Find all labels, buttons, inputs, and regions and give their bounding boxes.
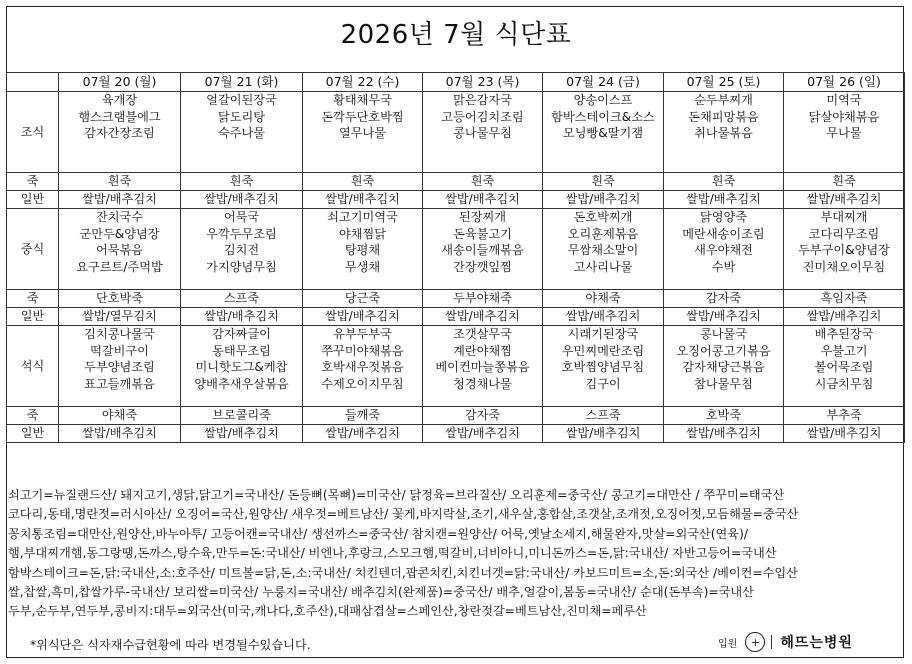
corner-cell <box>7 73 59 92</box>
origin-line: 두부,순두부,연두부,콩비지:대두=외국산(미국,캐나다,호주산),대패삼겹살=스페인산,창란젓갈=베트남산,진미채=페루산 <box>8 604 647 619</box>
menu-cell <box>59 407 181 425</box>
menu-cell <box>303 290 423 308</box>
day-header-row <box>7 73 905 92</box>
menu-cell <box>181 209 303 290</box>
day-header: 07월 20 (월) <box>59 73 181 92</box>
menu-item: 쌀밥/배추김치 <box>325 192 400 206</box>
menu-cell <box>543 191 664 209</box>
menu-item: 얼갈이된장국 <box>206 93 277 107</box>
menu-item: 육개장 <box>101 93 138 107</box>
menu-cell <box>664 308 784 326</box>
menu-cell <box>543 425 664 443</box>
menu-item: 취나물볶음 <box>694 126 753 141</box>
menu-item: 양송이스프 <box>573 93 633 107</box>
menu-item: 우불고기 <box>820 343 868 358</box>
menu-item: 김치콩나물국 <box>84 327 155 341</box>
menu-cell <box>543 326 664 407</box>
meal-label: 일반 <box>7 425 59 443</box>
menu-item: 간장깻잎찜 <box>453 259 512 274</box>
menu-item: 쌀밥/배추김치 <box>686 309 761 323</box>
menu-cell <box>784 425 905 443</box>
meal-row <box>7 209 905 290</box>
menu-item: 감자채당근볶음 <box>682 360 765 375</box>
menu-item: 무쌈채소말이 <box>567 243 639 258</box>
menu-item: 어묵국 <box>223 210 260 224</box>
meal-table <box>6 72 905 443</box>
menu-item: 시금치무침 <box>814 376 874 391</box>
menu-item: 새송이들깨볶음 <box>441 243 524 258</box>
menu-cell <box>423 308 543 326</box>
menu-cell <box>423 407 543 425</box>
menu-cell <box>664 209 784 290</box>
menu-cell <box>303 209 423 290</box>
menu-cell <box>423 326 543 407</box>
menu-item: 돈육불고기 <box>453 226 512 241</box>
menu-cell <box>784 191 905 209</box>
menu-cell <box>59 290 181 308</box>
menu-cell <box>784 290 905 308</box>
menu-item: 두부구이&양념장 <box>798 243 890 258</box>
meal-row <box>7 92 905 173</box>
menu-cell <box>664 191 784 209</box>
menu-cell <box>543 407 664 425</box>
menu-cell <box>784 173 905 191</box>
menu-cell <box>59 326 181 407</box>
menu-item: 쌀밥/배추김치 <box>82 426 157 440</box>
menu-item: 쌀밥/배추김치 <box>806 426 882 440</box>
menu-item: 황태채무국 <box>333 93 392 107</box>
menu-item: 요구르트/주먹밥 <box>76 259 163 274</box>
menu-item: 흑임자죽 <box>820 291 868 305</box>
menu-item: 흰죽 <box>229 174 254 188</box>
meal-row <box>7 425 905 443</box>
menu-cell <box>664 425 784 443</box>
menu-item: 우깍두무조림 <box>206 226 277 241</box>
menu-item: 들깨죽 <box>344 408 381 422</box>
meal-row <box>7 191 905 209</box>
menu-cell <box>664 92 784 173</box>
menu-item: 시래기된장국 <box>567 327 639 341</box>
menu-item: 어묵볶음 <box>95 243 144 258</box>
menu-cell <box>59 173 181 191</box>
meal-row <box>7 173 905 191</box>
menu-item: 쌀밥/배추김치 <box>445 426 520 440</box>
menu-cell <box>543 209 664 290</box>
menu-item: 오징어콩고기볶음 <box>676 343 771 358</box>
menu-item: 쌀밥/열무김치 <box>82 309 157 323</box>
menu-item: 양배추새우살볶음 <box>194 376 289 391</box>
menu-item: 코다리무조림 <box>808 226 880 241</box>
origin-notes <box>8 486 903 622</box>
menu-item: 미니핫도그&케찹 <box>195 360 288 375</box>
menu-item: 군만두&양념장 <box>79 226 160 241</box>
menu-item: 부대찌개 <box>820 210 868 224</box>
menu-item: 순두부찌개 <box>694 93 753 107</box>
menu-cell <box>303 326 423 407</box>
menu-cell <box>423 425 543 443</box>
menu-item: 호박새우젓볶음 <box>321 360 404 375</box>
day-header: 07월 21 (화) <box>181 73 303 92</box>
origin-line: 꽁치통조림=대만산,원양산,바누아투/ 고등어캔=국내산/ 생선까스=중국산/ 참치캔=원양산/ 어묵,옛날소세지,해물완자,맛살=외국산(연육)/ <box>8 526 748 541</box>
menu-item: 잔치국수 <box>95 210 144 224</box>
menu-cell <box>303 191 423 209</box>
page-title: 2026년 7월 식단표 <box>340 20 572 50</box>
menu-item: 미역국 <box>826 93 862 107</box>
menu-item: 닭도리탕 <box>217 109 266 124</box>
menu-item: 숙주나물 <box>217 126 266 141</box>
menu-item: 두부양념조림 <box>84 360 155 375</box>
menu-cell <box>59 308 181 326</box>
meal-label: 죽 <box>7 407 59 425</box>
menu-cell <box>59 425 181 443</box>
menu-item: 볼어묵조림 <box>814 360 874 375</box>
meal-row <box>7 308 905 326</box>
day-header: 07월 25 (토) <box>664 73 784 92</box>
menu-item: 청경채나물 <box>453 376 512 391</box>
menu-item: 우민찌메란조림 <box>561 343 645 358</box>
meal-label: 석식 <box>7 326 59 407</box>
menu-item: 모닝빵&딸기잼 <box>562 126 644 141</box>
menu-item: 야채죽 <box>101 408 138 422</box>
origin-line: 코다리,동태,명란젓=러시아산/ 오징어=국산,원양산/ 새우젓=베트남산/ 꽃게,바지락살,조기,새우살,홍합살,조갯살,조개젓,오징어젓,모듬해물=중국산 <box>8 507 799 522</box>
menu-cell <box>181 425 303 443</box>
menu-cell <box>181 191 303 209</box>
menu-cell <box>423 209 543 290</box>
menu-item: 무생채 <box>344 259 381 274</box>
day-header: 07월 26 (일) <box>784 73 905 92</box>
menu-item: 함박스테이크&소스 <box>551 109 655 124</box>
menu-cell <box>664 326 784 407</box>
logo-divider <box>771 635 772 649</box>
menu-cell <box>784 326 905 407</box>
menu-item: 두부야채죽 <box>453 291 512 305</box>
menu-item: 단호박죽 <box>95 291 144 305</box>
origin-line: 함박스테이크=돈,닭:국내산,소:호주산/ 미트볼=닭,돈,소:국내산/ 치킨텐더,팝콘치킨,치킨너겟=닭:국내산/ 카보드미트=소,돈:외국산 /베이컨=수입산 <box>8 565 798 580</box>
day-header: 07월 22 (수) <box>303 73 423 92</box>
menu-item: 부추죽 <box>826 408 862 422</box>
day-header: 07월 24 (금) <box>543 73 664 92</box>
menu-cell <box>664 173 784 191</box>
menu-item: 쌀밥/배추김치 <box>565 192 641 206</box>
menu-item: 햄스크램블에그 <box>78 109 161 124</box>
menu-item: 흰죽 <box>591 174 615 188</box>
menu-item: 계란야채찜 <box>453 343 512 358</box>
menu-item: 표고들깨볶음 <box>84 376 155 391</box>
menu-item: 조갯살무국 <box>453 327 512 341</box>
menu-item: 고사리나물 <box>573 259 633 274</box>
menu-item: 새우야채전 <box>694 243 753 258</box>
menu-cell <box>664 407 784 425</box>
menu-item: 떡갈비구이 <box>90 343 149 358</box>
menu-cell <box>303 425 423 443</box>
menu-item: 콩나물무침 <box>453 126 512 141</box>
menu-cell <box>181 173 303 191</box>
menu-cell <box>784 209 905 290</box>
menu-item: 된장찌개 <box>458 210 507 224</box>
menu-item: 맑은감자국 <box>453 93 512 107</box>
origin-line: 쇠고기=뉴질랜드산/ 돼지고기,생닭,닭고기=국내산/ 돈등뼈(목뼈)=미국산/ 닭정육=브라질산/ 오리훈제=중국산/ 콩고기=대만산 / 쭈꾸미=태국산 <box>8 488 785 502</box>
menu-item: 쌀밥/배추김치 <box>204 192 279 206</box>
menu-item: 쌀밥/배추김치 <box>565 426 641 440</box>
menu-item: 쌀밥/배추김치 <box>445 309 520 323</box>
menu-item: 흰죽 <box>470 174 495 188</box>
menu-item: 흰죽 <box>832 174 856 188</box>
hospital-name: 해뜨는병원 <box>780 635 853 651</box>
meal-row <box>7 326 905 407</box>
menu-cell <box>543 290 664 308</box>
menu-item: 쌀밥/배추김치 <box>806 192 882 206</box>
menu-item: 쌀밥/배추김치 <box>686 192 761 206</box>
menu-item: 김치전 <box>223 243 260 258</box>
menu-item: 무나물 <box>826 126 862 141</box>
meal-label: 조식 <box>7 92 59 173</box>
menu-item: 흰죽 <box>350 174 375 188</box>
menu-cell <box>59 191 181 209</box>
menu-item: 호박찜양념무침 <box>561 360 645 375</box>
cross-icon: + <box>745 632 765 652</box>
menu-item: 쌀밥/배추김치 <box>686 426 761 440</box>
menu-cell <box>59 92 181 173</box>
menu-item: 야채찜닭 <box>338 226 387 241</box>
menu-cell <box>664 290 784 308</box>
logo-sub-label: 입원 <box>718 638 738 650</box>
menu-item: 쌀밥/배추김치 <box>445 192 520 206</box>
menu-cell <box>423 290 543 308</box>
menu-item: 쌀밥/배추김치 <box>204 426 279 440</box>
menu-cell <box>784 92 905 173</box>
menu-item: 베이컨마늘쫑볶음 <box>435 360 530 375</box>
meal-row <box>7 290 905 308</box>
menu-item: 동태무조림 <box>212 343 271 358</box>
meal-label: 일반 <box>7 308 59 326</box>
menu-item: 쌀밥/배추김치 <box>82 192 157 206</box>
hospital-logo <box>718 631 853 653</box>
menu-item: 돈깍두단호박찜 <box>321 109 404 124</box>
menu-item: 쌀밥/배추김치 <box>325 426 400 440</box>
origin-line: 쌀,찹쌀,흑미,찹쌀가루-국내산/ 보리쌀=미국산/ 누룽지=국내산/ 배추김치(완제품)=중국산/ 배추,얼갈이,봄동=국내산/ 순대(돈부속)=국내산 <box>8 584 754 599</box>
menu-item: 당근죽 <box>344 291 381 305</box>
menu-cell <box>543 92 664 173</box>
menu-item: 탕평채 <box>344 243 381 258</box>
menu-item: 쌀밥/배추김치 <box>204 309 279 323</box>
menu-item: 수제오이지무침 <box>321 376 404 391</box>
meal-row <box>7 407 905 425</box>
menu-item: 쌀밥/배추김치 <box>806 309 882 323</box>
menu-cell <box>303 173 423 191</box>
menu-cell <box>59 209 181 290</box>
menu-item: 돈호박찌개 <box>573 210 633 224</box>
menu-item: 스프죽 <box>585 408 621 422</box>
menu-item: 감자간장조림 <box>84 126 155 141</box>
menu-item: 닭살야채볶음 <box>808 109 880 124</box>
menu-item: 쇠고기미역국 <box>327 210 398 224</box>
meal-label: 죽 <box>7 290 59 308</box>
menu-item: 쌀밥/배추김치 <box>565 309 641 323</box>
menu-cell <box>543 173 664 191</box>
change-notice: *위식단은 식자재수급현황에 따라 변경될수있습니다. <box>30 638 311 652</box>
menu-cell <box>423 191 543 209</box>
meal-label: 중식 <box>7 209 59 290</box>
menu-item: 닭영양죽 <box>699 210 748 224</box>
menu-item: 유부두부국 <box>333 327 392 341</box>
menu-item: 수박 <box>711 259 736 274</box>
menu-cell <box>423 173 543 191</box>
menu-item: 감자짜글이 <box>212 327 271 341</box>
menu-cell <box>303 407 423 425</box>
menu-item: 쌀밥/배추김치 <box>325 309 400 323</box>
menu-item: 참나물무침 <box>694 376 753 391</box>
meal-label: 죽 <box>7 173 59 191</box>
menu-item: 메란새송이조림 <box>682 226 765 241</box>
menu-item: 호박죽 <box>705 408 742 422</box>
menu-item: 콩나물국 <box>699 327 748 341</box>
menu-item: 열무나물 <box>338 126 387 141</box>
menu-cell <box>181 326 303 407</box>
menu-item: 가지양념무침 <box>206 259 277 274</box>
day-header: 07월 23 (목) <box>423 73 543 92</box>
menu-item: 배추된장국 <box>814 327 874 341</box>
menu-item: 흰죽 <box>711 174 736 188</box>
menu-item: 김구이 <box>585 376 621 391</box>
menu-item: 야채죽 <box>585 291 621 305</box>
menu-item: 감자죽 <box>464 408 501 422</box>
menu-cell <box>181 290 303 308</box>
menu-cell <box>423 92 543 173</box>
menu-cell <box>181 308 303 326</box>
menu-item: 스프죽 <box>223 291 260 305</box>
menu-cell <box>303 308 423 326</box>
menu-item: 오리훈제볶음 <box>567 226 639 241</box>
menu-item: 감자죽 <box>705 291 742 305</box>
menu-cell <box>303 92 423 173</box>
menu-cell <box>543 308 664 326</box>
menu-item: 돈채피망볶음 <box>688 109 759 124</box>
origin-line: 햄,부대찌개햄,동그랑땡,돈까스,탕수육,만두=돈:국내산/ 비엔나,후랑크,스모크햄,떡갈비,너비아니,미니돈까스=돈,닭:국내산/ 자반고등어=국내산 <box>8 546 777 561</box>
meal-label: 일반 <box>7 191 59 209</box>
menu-item: 고등어김치조림 <box>441 109 524 124</box>
menu-item: 흰죽 <box>107 174 132 188</box>
menu-cell <box>784 308 905 326</box>
menu-item: 쭈꾸미야채볶음 <box>321 343 404 358</box>
menu-cell <box>181 92 303 173</box>
menu-item: 브로콜리죽 <box>212 408 271 422</box>
menu-item: 진미채오이무침 <box>802 259 886 274</box>
menu-cell <box>181 407 303 425</box>
menu-cell <box>784 407 905 425</box>
